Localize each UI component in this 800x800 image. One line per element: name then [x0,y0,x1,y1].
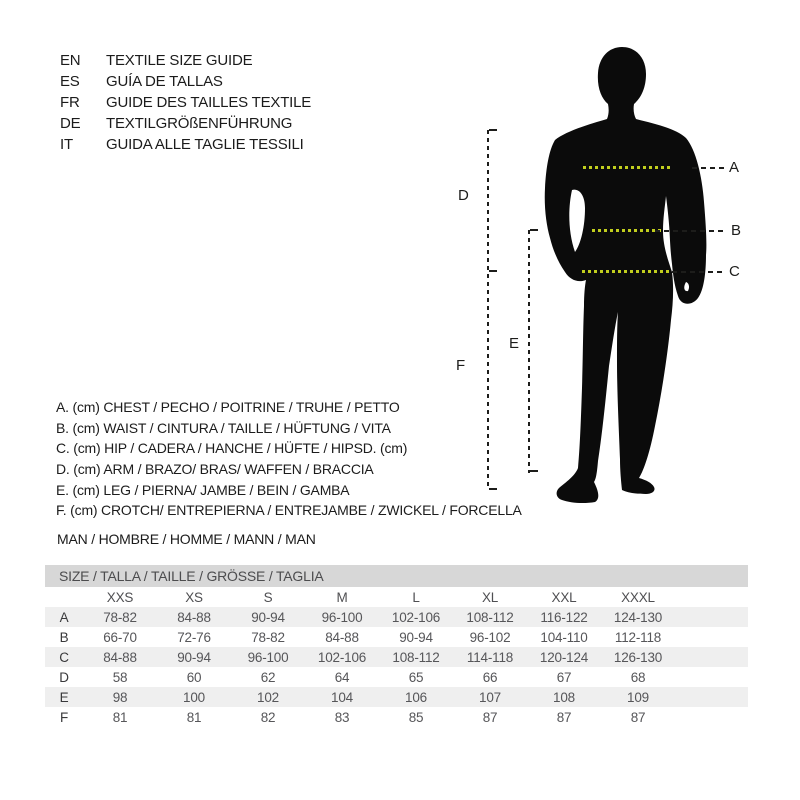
size-value-cell: 81 [112,709,128,725]
table-row [45,687,748,707]
legend-item: B. (cm) WAIST / CINTURA / TAILLE / HÜFTUNG / VITA [56,419,391,436]
column-header: XXXL [621,589,655,605]
row-label: C [59,649,69,665]
measure-label-a: A [729,159,739,176]
size-value-cell: 109 [627,689,649,705]
size-value-cell: 78-82 [251,629,285,645]
table-row [45,667,748,687]
chest-dotted-line [583,166,670,169]
size-value-cell: 60 [186,669,202,685]
language-title: GUÍA DE TALLAS [106,73,223,90]
size-table-column-headers [45,587,748,607]
size-value-cell: 108-112 [392,649,440,665]
language-code: DE [60,115,81,132]
size-value-cell: 84-88 [325,629,359,645]
language-row [60,50,311,71]
language-title: GUIDA ALLE TAGLIE TESSILI [106,136,304,153]
legend-item: F. (cm) CROTCH/ ENTREPIERNA / ENTREJAMBE / ZWICKEL / FORCELLA [56,502,522,519]
language-title-list [60,50,311,155]
column-header: XL [481,589,499,605]
language-row [60,71,311,92]
size-value-cell: 124-130 [613,609,663,625]
size-value-cell: 68 [630,669,646,685]
column-header: XXS [106,589,134,605]
language-code: EN [60,52,81,69]
language-row [60,92,311,113]
size-value-cell: 116-122 [540,609,588,625]
column-header: XXL [551,589,577,605]
size-table [45,565,748,727]
table-row [45,647,748,667]
language-title: TEXTILE SIZE GUIDE [106,52,253,69]
size-value-cell: 78-82 [103,609,137,625]
legend-item: C. (cm) HIP / CADERA / HANCHE / HÜFTE / HIPSD. (cm) [56,440,408,457]
measure-label-b: B [731,222,741,239]
size-value-cell: 98 [112,689,128,705]
row-label: E [59,689,69,705]
size-value-cell: 107 [479,689,501,705]
size-value-cell: 83 [334,709,350,725]
table-row [45,707,748,727]
size-value-cell: 102-106 [317,649,367,665]
legend-item: E. (cm) LEG / PIERNA/ JAMBE / BEIN / GAMBA [56,481,350,498]
measure-label-c: C [729,263,740,280]
size-value-cell: 72-76 [177,629,211,645]
size-table-body [45,607,748,727]
size-value-cell: 87 [630,709,646,725]
size-value-cell: 90-94 [177,649,211,665]
size-value-cell: 102-106 [391,609,441,625]
size-value-cell: 85 [408,709,424,725]
size-value-cell: 87 [556,709,572,725]
size-value-cell: 62 [260,669,276,685]
size-value-cell: 66 [482,669,498,685]
language-row [60,113,311,134]
size-value-cell: 112-118 [614,629,662,645]
column-header: S [263,589,273,605]
row-label: A [59,609,69,625]
arm-line-mid-tick [489,270,497,272]
size-value-cell: 126-130 [613,649,663,665]
table-row [45,627,748,647]
column-header: M [336,589,348,605]
size-value-cell: 96-100 [247,649,289,665]
size-value-cell: 66-70 [103,629,137,645]
size-value-cell: 65 [408,669,424,685]
size-value-cell: 81 [186,709,202,725]
size-value-cell: 96-102 [469,629,511,645]
leg-line-top-tick [530,229,538,231]
waist-dotted-line [592,229,663,232]
language-code: FR [60,94,80,111]
row-label: B [59,629,69,645]
measure-label-f: F [456,357,465,374]
size-value-cell: 100 [183,689,205,705]
size-value-cell: 108-112 [466,609,514,625]
legend-item: D. (cm) ARM / BRAZO/ BRAS/ WAFFEN / BRACCIA [56,461,374,478]
measurement-legend [56,397,522,521]
size-value-cell: 67 [556,669,572,685]
size-value-cell: 90-94 [251,609,285,625]
size-value-cell: 58 [112,669,128,685]
language-title: GUIDE DES TAILLES TEXTILE [106,94,312,111]
measure-label-e: E [509,335,519,352]
size-value-cell: 90-94 [399,629,433,645]
measure-label-d: D [458,187,469,204]
column-header: L [412,589,420,605]
size-value-cell: 120-124 [539,649,589,665]
hip-dotted-line [582,270,672,273]
leg-dashed-line [528,230,530,473]
gender-heading: MAN / HOMBRE / HOMME / MANN / MAN [57,531,316,547]
hip-dashed-line [672,271,722,273]
size-value-cell: 102 [257,689,279,705]
column-header: XS [185,589,203,605]
size-table-header: SIZE / TALLA / TAILLE / GRÖSSE / TAGLIA [45,565,748,587]
language-row [60,134,311,155]
size-value-cell: 87 [482,709,498,725]
language-title: TEXTILGRÖßENFÜHRUNG [106,115,293,132]
size-value-cell: 64 [334,669,350,685]
chest-dashed-line [692,167,724,169]
row-label: D [59,669,69,685]
leg-line-bottom-tick [530,470,538,472]
size-value-cell: 84-88 [103,649,137,665]
size-value-cell: 84-88 [177,609,211,625]
arm-line-top-tick [489,129,497,131]
size-value-cell: 104-110 [540,629,588,645]
size-value-cell: 114-118 [466,649,514,665]
legend-item: A. (cm) CHEST / PECHO / POITRINE / TRUHE / PETTO [56,399,400,415]
table-row [45,607,748,627]
language-code: IT [60,136,73,153]
size-value-cell: 108 [553,689,575,705]
language-code: ES [60,73,80,90]
size-value-cell: 82 [260,709,276,725]
size-value-cell: 104 [331,689,353,705]
waist-dashed-line [655,230,725,232]
size-value-cell: 96-100 [321,609,363,625]
row-label: F [59,709,69,725]
size-value-cell: 106 [405,689,427,705]
